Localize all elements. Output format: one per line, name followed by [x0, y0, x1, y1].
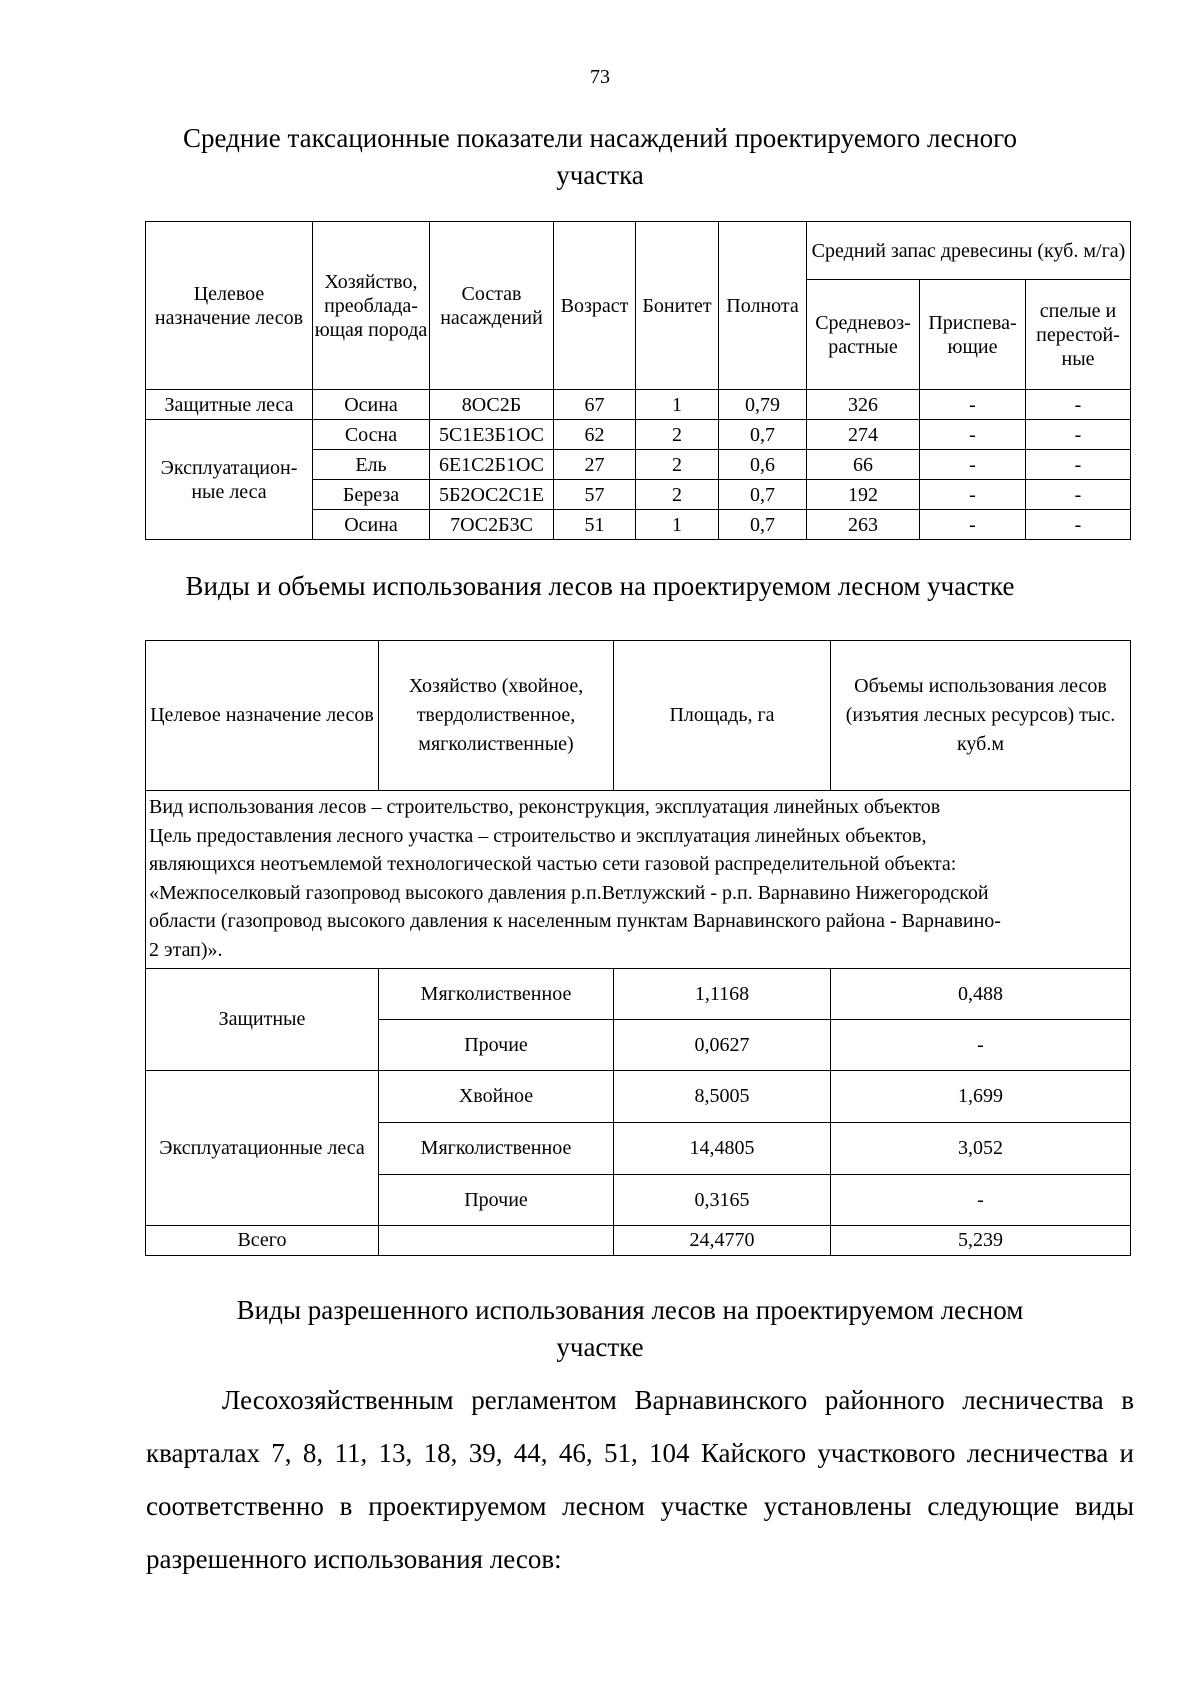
description-line: «Межпоселковый газопровод высокого давления р.п.Ветлужский - р.п. Варнавино Нижегородской	[149, 881, 989, 904]
row-purpose: Эксплуатационные леса	[146, 1071, 379, 1226]
row-mature: -	[1026, 510, 1131, 540]
description-line: являющихся неотъемлемой технологической частью сети газовой распределительной объекта:	[149, 853, 957, 875]
header-volume: Объемы использования лесов (изъятия лесных ресурсов) тыс. куб.м	[831, 641, 1131, 791]
header-age: Возраст	[554, 222, 636, 390]
row-density: 0,6	[719, 450, 807, 480]
description-line: Вид использования лесов – строительство, реконструкция, эксплуатация линейных объектов	[149, 796, 941, 818]
row-composition: 5Б2ОС2С1Е	[430, 480, 554, 510]
header-stock-ripening: Приспева-ющие	[920, 280, 1026, 390]
row-age: 51	[554, 510, 636, 540]
row-bonitet: 2	[636, 420, 719, 450]
header-bonitet: Бонитет	[636, 222, 719, 390]
header-composition: Состав насаждений	[430, 222, 554, 390]
row-area: 8,5005	[614, 1071, 831, 1123]
row-species: Береза	[313, 480, 430, 510]
row-composition: 6Е1С2Б1ОС	[430, 450, 554, 480]
row-age: 62	[554, 420, 636, 450]
header-stock-mid: Средневоз-растные	[807, 280, 920, 390]
paragraph-text: Лесохозяйственным регламентом Варнавинского районного лесничества в кварталах 7, 8, 11, 13, 18, 39, 44, 46, 51, 104 Кайского участкового лесничества и соответственно в проектируемом лесном участке установлены следующие виды разрешенного использования лесов:	[146, 1385, 1134, 1574]
header-purpose: Целевое назначение лесов	[146, 641, 379, 791]
row-bonitet: 1	[636, 390, 719, 420]
row-volume: -	[831, 1175, 1131, 1226]
row-area: 14,4805	[614, 1123, 831, 1175]
total-row	[146, 1226, 1131, 1256]
row-ripening: -	[920, 510, 1026, 540]
row-farm: Мягколиственное	[379, 1123, 614, 1175]
row-density: 0,79	[719, 390, 807, 420]
row-ripening: -	[920, 480, 1026, 510]
row-farm: Мягколиственное	[379, 969, 614, 1020]
row-bonitet: 2	[636, 450, 719, 480]
header-stock: Средний запас древесины (куб. м/га)	[807, 222, 1131, 280]
row-volume: 3,052	[831, 1123, 1131, 1175]
section3-title-line2: участке	[556, 1332, 644, 1362]
total-volume: 5,239	[831, 1226, 1131, 1256]
row-composition: 8ОС2Б	[430, 390, 554, 420]
row-volume: -	[831, 1020, 1131, 1071]
row-species: Осина	[313, 510, 430, 540]
row-composition: 7ОС2Б3С	[430, 510, 554, 540]
row-area: 1,1168	[614, 969, 831, 1020]
row-mature: -	[1026, 390, 1131, 420]
row-species: Осина	[313, 390, 430, 420]
usage-table	[145, 640, 1131, 1256]
section3-title	[0, 1292, 1200, 1366]
header-area: Площадь, га	[614, 641, 831, 791]
table2-title: Виды и объемы использования лесов на проектируемом лесном участке	[185, 571, 1015, 601]
usage-description	[146, 791, 1131, 969]
row-species: Ель	[313, 450, 430, 480]
row-mature: -	[1026, 420, 1131, 450]
table1-title	[0, 120, 1200, 194]
row-volume: 0,488	[831, 969, 1131, 1020]
table-row	[146, 969, 1131, 1020]
row-farm: Хвойное	[379, 1071, 614, 1123]
description-line: области (газопровод высокого давления к населенным пунктам Варнавинского района - Варнавино-	[149, 910, 1001, 932]
row-volume: 1,699	[831, 1071, 1131, 1123]
row-mature: -	[1026, 480, 1131, 510]
total-label: Всего	[146, 1226, 379, 1256]
description-line: 2 этап)».	[149, 938, 223, 961]
row-species: Сосна	[313, 420, 430, 450]
total-farm	[379, 1226, 614, 1256]
page-number: 73	[590, 66, 610, 88]
row-purpose: Эксплуатацион-ные леса	[146, 420, 313, 540]
table-row	[146, 420, 1131, 450]
row-density: 0,7	[719, 480, 807, 510]
row-purpose: Защитные	[146, 969, 379, 1071]
header-density: Полнота	[719, 222, 807, 390]
section3-title-line1: Виды разрешенного использования лесов на проектируемом лесном	[236, 1295, 1024, 1325]
row-age: 27	[554, 450, 636, 480]
table-row	[146, 1071, 1131, 1123]
row-density: 0,7	[719, 510, 807, 540]
total-area: 24,4770	[614, 1226, 831, 1256]
row-age: 57	[554, 480, 636, 510]
description-line: Цель предоставления лесного участка – строительство и эксплуатация линейных объектов,	[149, 824, 927, 847]
row-mature: -	[1026, 450, 1131, 480]
row-composition: 5С1Е3Б1ОС	[430, 420, 554, 450]
header-farm: Хозяйство (хвойное, твердолиственное, мягколиственные)	[379, 641, 614, 791]
row-mid: 192	[807, 480, 920, 510]
row-mid: 66	[807, 450, 920, 480]
row-bonitet: 1	[636, 510, 719, 540]
row-mid: 326	[807, 390, 920, 420]
row-area: 0,3165	[614, 1175, 831, 1226]
row-bonitet: 2	[636, 480, 719, 510]
table-row	[146, 390, 1131, 420]
row-purpose: Защитные леса	[146, 390, 313, 420]
row-ripening: -	[920, 420, 1026, 450]
table1-title-line2: участка	[556, 160, 644, 190]
section3-paragraph	[146, 1374, 1134, 1586]
table1-title-line1: Средние таксационные показатели насаждений проектируемого лесного	[182, 123, 1018, 153]
row-age: 67	[554, 390, 636, 420]
row-ripening: -	[920, 450, 1026, 480]
taxation-table	[145, 221, 1131, 540]
row-mid: 263	[807, 510, 920, 540]
row-ripening: -	[920, 390, 1026, 420]
header-purpose: Целевое назначение лесов	[146, 222, 313, 390]
header-farm: Хозяйство, преоблада-ющая порода	[313, 222, 430, 390]
row-density: 0,7	[719, 420, 807, 450]
row-farm: Прочие	[379, 1175, 614, 1226]
row-mid: 274	[807, 420, 920, 450]
row-farm: Прочие	[379, 1020, 614, 1071]
header-stock-mature: спелые и перестой-ные	[1026, 280, 1131, 390]
row-area: 0,0627	[614, 1020, 831, 1071]
